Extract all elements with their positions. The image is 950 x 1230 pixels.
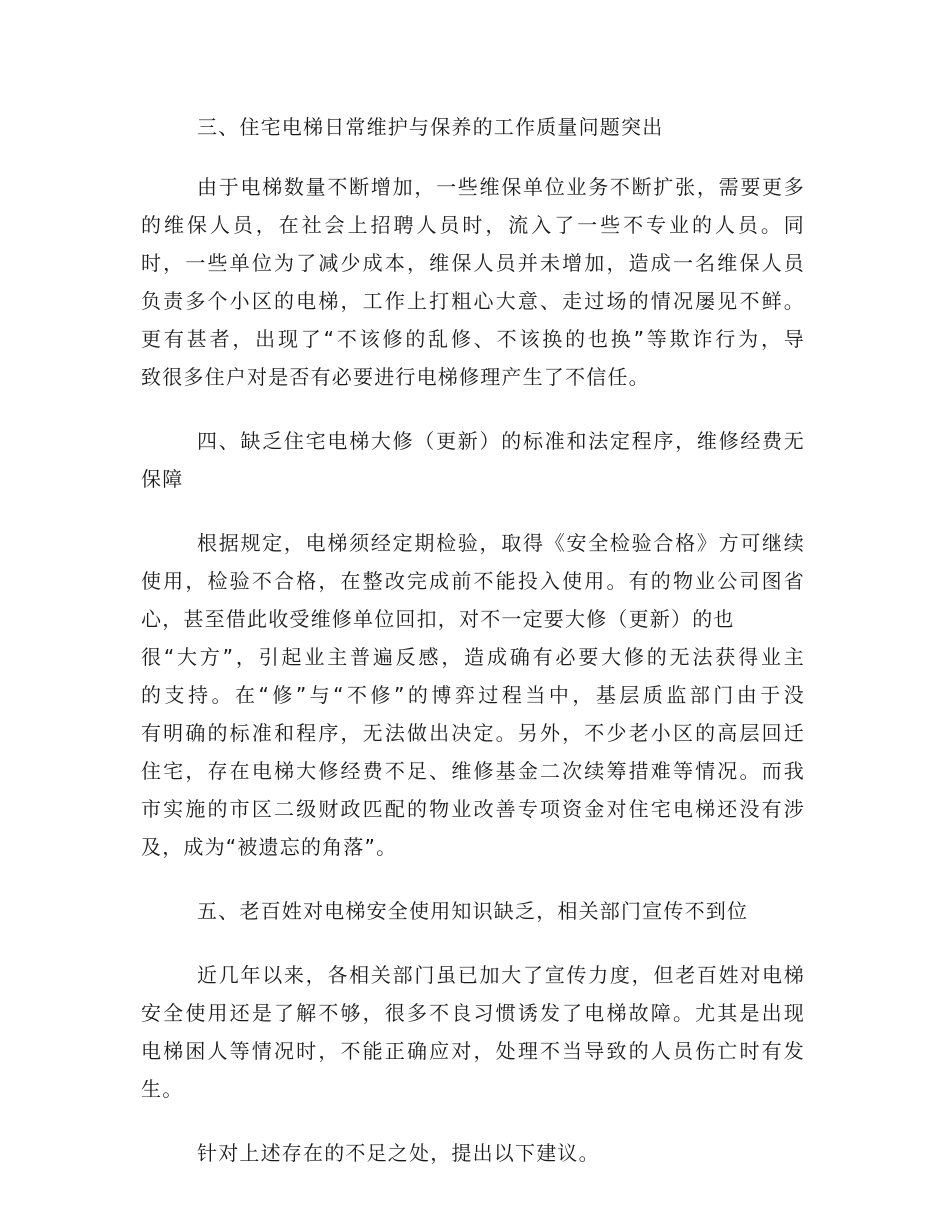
paragraph-line: 心，甚至借此收受维修单位回扣，对不一定要大修（更新）的也 (141, 607, 735, 631)
paragraph-line: 更有甚者，出现了“不该修的乱修、不该换的也换”等欺诈行为，导 (141, 327, 805, 351)
paragraph-line: 市实施的市区二级财政匹配的物业改善专项资金对住宅电梯还没有涉 (141, 797, 805, 821)
paragraph-line: 的维保人员，在社会上招聘人员时，流入了一些不专业的人员。同 (141, 213, 805, 237)
paragraph-line: 及，成为“被遗忘的角落”。 (141, 835, 398, 859)
paragraph-line: 负责多个小区的电梯，工作上打粗心大意、走过场的情况屡见不鲜。 (141, 289, 805, 313)
paragraph-line: 安全使用还是了解不够，很多不良习惯诱发了电梯故障。尤其是出现 (141, 1001, 805, 1025)
section-heading-5: 五、老百姓对电梯安全使用知识缺乏，相关部门宣传不到位 (197, 899, 749, 923)
section-heading-4-cont: 保障 (141, 467, 184, 491)
paragraph-line: 生。 (141, 1077, 184, 1101)
paragraph-line: 的支持。在“修”与“不修”的博弈过程当中，基层质监部门由于没 (141, 683, 805, 707)
section-heading-3: 三、住宅电梯日常维护与保养的工作质量问题突出 (197, 115, 664, 139)
paragraph-line: 根据规定，电梯须经定期检验，取得《安全检验合格》方可继续 (197, 531, 805, 555)
paragraph-line: 住宅，存在电梯大修经费不足、维修基金二次续筹措难等情况。而我 (141, 759, 805, 783)
paragraph-line: 电梯困人等情况时，不能正确应对，处理不当导致的人员伤亡时有发 (141, 1039, 805, 1063)
paragraph-line: 时，一些单位为了减少成本，维保人员并未增加，造成一名维保人员 (141, 251, 805, 275)
paragraph-line: 近几年以来，各相关部门虽已加大了宣传力度，但老百姓对电梯 (197, 963, 805, 987)
paragraph-line: 使用，检验不合格，在整改完成前不能投入使用。有的物业公司图省 (141, 569, 805, 593)
closing-paragraph: 针对上述存在的不足之处，提出以下建议。 (197, 1141, 600, 1165)
paragraph-line: 由于电梯数量不断增加，一些维保单位业务不断扩张，需要更多 (197, 175, 805, 199)
document-body (141, 108, 805, 1172)
section-heading-4: 四、缺乏住宅电梯大修（更新）的标准和法定程序，维修经费无 (197, 429, 805, 453)
paragraph-line: 很“大方”，引起业主普遍反感，造成确有必要大修的无法获得业主 (141, 645, 805, 669)
paragraph-line: 致很多住户对是否有必要进行电梯修理产生了不信任。 (141, 365, 650, 389)
paragraph-line: 有明确的标准和程序，无法做出决定。另外，不少老小区的高层回迁 (141, 721, 805, 745)
